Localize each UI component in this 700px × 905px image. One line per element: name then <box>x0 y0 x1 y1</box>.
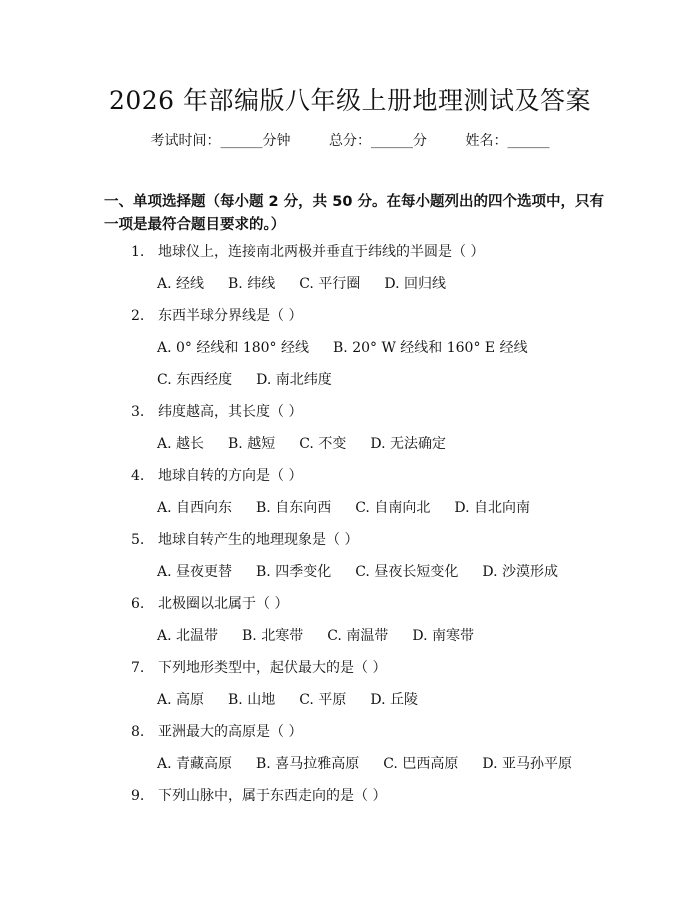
option-row <box>157 434 470 454</box>
question-stem <box>131 242 484 262</box>
question-text: 下列山脉中，属于东西走向的是（ ） <box>158 788 387 804</box>
option-row <box>157 626 498 646</box>
answer-option: C. 自南向北 <box>355 500 431 516</box>
answer-option: D. 亚马孙平原 <box>482 756 572 772</box>
answer-option: A. 青藏高原 <box>157 756 233 772</box>
answer-option: D. 自北向南 <box>454 500 530 516</box>
question-stem <box>131 594 288 614</box>
question-text: 纬度越高，其长度（ ） <box>158 404 303 420</box>
answer-option: B. 纬线 <box>228 276 276 292</box>
question-number: 9. <box>131 788 145 804</box>
answer-option: D. 南北纬度 <box>256 372 332 388</box>
question-number: 1. <box>131 244 145 260</box>
answer-option: C. 昼夜长短变化 <box>355 564 459 580</box>
exam-time-field: 考试时间：______分钟 <box>150 133 291 149</box>
question-number: 8. <box>131 724 145 740</box>
option-row <box>157 370 356 390</box>
answer-option: B. 越短 <box>228 436 276 452</box>
answer-option: C. 平行圈 <box>299 276 361 292</box>
question-text: 地球自转的方向是（ ） <box>158 468 303 484</box>
answer-option: C. 巴西高原 <box>383 756 459 772</box>
option-row <box>157 274 470 294</box>
answer-option: A. 高原 <box>157 692 205 708</box>
answer-option: B. 北寒带 <box>242 628 304 644</box>
answer-option: B. 20° W 经线和 160° E 经线 <box>333 340 528 356</box>
answer-option: A. 0° 经线和 180° 经线 <box>157 340 309 356</box>
question-stem <box>131 658 386 678</box>
answer-option: B. 四季变化 <box>256 564 332 580</box>
question-number: 3. <box>131 404 145 420</box>
answer-option: A. 自西向东 <box>157 500 233 516</box>
answer-option: D. 沙漠形成 <box>482 564 558 580</box>
question-text: 地球仪上，连接南北两极并垂直于纬线的半圆是（ ） <box>158 244 485 260</box>
answer-option: C. 东西经度 <box>157 372 233 388</box>
answer-option: C. 平原 <box>299 692 347 708</box>
question-text: 地球自转产生的地理现象是（ ） <box>158 532 359 548</box>
page-title: 2026 年部编版八年级上册地理测试及答案 <box>108 86 592 115</box>
option-row <box>157 754 596 774</box>
exam-info-row <box>0 131 700 151</box>
answer-option: D. 南寒带 <box>412 628 474 644</box>
question-text: 北极圈以北属于（ ） <box>158 596 289 612</box>
question-number: 5. <box>131 532 145 548</box>
question-stem <box>131 786 386 806</box>
option-row <box>157 562 582 582</box>
question-stem <box>131 466 302 486</box>
option-row <box>157 690 442 710</box>
question-stem <box>131 722 302 742</box>
student-name-field: 姓名：______ <box>465 133 550 149</box>
question-text: 亚洲最大的高原是（ ） <box>158 724 303 740</box>
section-heading: 一、单项选择题（每小题 2 分，共 50 分。在每小题列出的四个选项中，只有一项是最符合题目要求的。） <box>104 194 604 233</box>
answer-option: A. 越长 <box>157 436 205 452</box>
answer-option: B. 山地 <box>228 692 276 708</box>
total-score-field: 总分：______分 <box>329 133 427 149</box>
answer-option: A. 北温带 <box>157 628 219 644</box>
question-stem <box>131 530 358 550</box>
answer-option: C. 不变 <box>299 436 347 452</box>
answer-option: D. 无法确定 <box>370 436 446 452</box>
answer-option: D. 丘陵 <box>370 692 418 708</box>
question-number: 6. <box>131 596 145 612</box>
question-stem <box>131 306 302 326</box>
question-number: 7. <box>131 660 145 676</box>
question-number: 4. <box>131 468 145 484</box>
answer-option: A. 昼夜更替 <box>157 564 233 580</box>
option-row <box>157 338 552 358</box>
question-number: 2. <box>131 308 145 324</box>
answer-option: B. 自东向西 <box>256 500 332 516</box>
answer-option: B. 喜马拉雅高原 <box>256 756 360 772</box>
question-text: 下列地形类型中，起伏最大的是（ ） <box>158 660 387 676</box>
answer-option: D. 回归线 <box>384 276 446 292</box>
question-stem <box>131 402 302 422</box>
question-text: 东西半球分界线是（ ） <box>158 308 303 324</box>
answer-option: C. 南温带 <box>327 628 389 644</box>
option-row <box>157 498 554 518</box>
answer-option: A. 经线 <box>157 276 205 292</box>
